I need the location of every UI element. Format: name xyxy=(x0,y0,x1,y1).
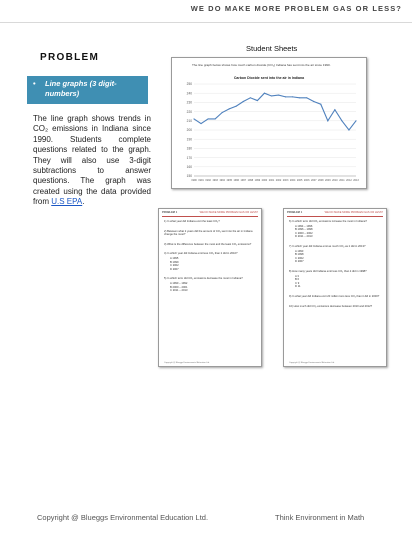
answer-option: D 11 xyxy=(295,285,301,289)
answer-option: C 2002 xyxy=(170,264,179,268)
worksheet-header xyxy=(162,211,258,217)
x-tick-label: 2011 xyxy=(339,179,345,182)
question xyxy=(289,245,381,264)
data-point xyxy=(215,118,216,119)
x-tick-label: 1995 xyxy=(226,179,232,182)
y-tick-label: 220 xyxy=(186,109,192,114)
footer-tagline: Think Environment in Math xyxy=(275,513,365,522)
x-tick-label: 1994 xyxy=(219,179,225,182)
data-point xyxy=(250,97,251,98)
answer-option: D 2007 xyxy=(295,260,304,264)
answer-option: C 9 xyxy=(295,281,300,285)
x-tick-label: 2008 xyxy=(318,179,324,182)
worksheet-page-1 xyxy=(158,208,262,367)
question-text: 1) In what year did Indiana emit the least CO₂? xyxy=(164,220,220,223)
worksheet-footer: Copyright @ Blueggs Environmental Education Ltd. xyxy=(289,362,335,364)
answer-option: C 2011 – 2013 xyxy=(170,289,188,293)
answer-options xyxy=(295,250,381,264)
question-text: 6) In which term did CO₂ emissions increase the most in Indiana? xyxy=(289,220,367,223)
epa-link[interactable]: U.S EPA xyxy=(51,197,83,207)
y-tick-label: 210 xyxy=(186,119,192,123)
answer-option: A 1994 – 1996 xyxy=(295,224,313,228)
y-tick-label: 150 xyxy=(186,174,192,179)
answer-option: B 2000 – 2001 xyxy=(170,285,188,289)
question xyxy=(164,277,256,292)
worksheet-header xyxy=(287,211,383,217)
data-point xyxy=(313,101,314,102)
question-text: 5) In which term did CO₂ emissions decrease the most in Indiana? xyxy=(164,277,243,281)
footer-copyright: Copyright @ Blueggs Environmental Education Ltd. xyxy=(37,513,209,522)
answer-option: A 1993 xyxy=(295,249,304,253)
question-text: 10) How much did CO₂ emissions decrease between 2010 and 2012? xyxy=(289,304,373,308)
answer-option: B 1999 xyxy=(170,260,179,264)
header-title: WE DO MAKE MORE PROBLEM GAS OR LESS? xyxy=(190,4,402,13)
x-tick-label: 1992 xyxy=(205,179,211,182)
answer-option: D 2007 xyxy=(170,267,179,271)
x-tick-label: 2001 xyxy=(268,179,275,182)
question-text: 2) Between what 2 years did the amount of CO₂ sent into the air in Indiana change the most? xyxy=(164,229,253,237)
description xyxy=(33,114,151,208)
worksheet-label: PROBLEM 1 xyxy=(162,211,178,214)
question xyxy=(289,220,381,239)
data-point xyxy=(243,101,244,102)
worksheet-footer: Copyright @ Blueggs Environmental Education Ltd. xyxy=(164,362,210,364)
y-tick-label: 240 xyxy=(186,91,192,96)
answer-option: A 1995 xyxy=(170,256,179,260)
student-sheets-heading: Student Sheets xyxy=(246,44,298,53)
y-tick-label: 160 xyxy=(186,165,192,169)
data-point xyxy=(292,96,293,97)
answer-option: A 1990 – 1992 xyxy=(170,281,188,285)
answer-options xyxy=(170,257,256,271)
question xyxy=(289,305,381,309)
answer-option: B 1998 xyxy=(295,253,304,257)
data-point xyxy=(222,112,223,113)
data-point xyxy=(236,105,237,106)
x-tick-label: 2004 xyxy=(289,179,296,182)
x-tick-label: 2012 xyxy=(346,179,352,182)
chart-title: Carbon Dioxide sent into the air in Indiana xyxy=(233,76,305,80)
graph-caption: The line graph below shows how much carbon dioxide (CO₂) Indiana has sent into the air since 1990. xyxy=(192,63,331,67)
bullet-icon: • xyxy=(33,79,36,88)
data-point xyxy=(193,118,194,119)
data-point xyxy=(207,118,208,119)
y-tick-label: 190 xyxy=(186,137,192,142)
x-tick-label: 1997 xyxy=(240,179,247,182)
x-tick-label: 1996 xyxy=(233,179,240,182)
x-tick-label: 2002 xyxy=(275,179,282,182)
x-tick-label: 2013 xyxy=(353,179,359,182)
question xyxy=(289,295,381,299)
x-tick-label: 2010 xyxy=(332,179,338,182)
data-point xyxy=(334,109,335,110)
question-text: 7) In which year did Indiana emit as much CO₂ as it did in 2013? xyxy=(289,244,366,248)
y-tick-label: 200 xyxy=(186,128,192,133)
worksheet-questions xyxy=(289,220,381,314)
section-title: PROBLEM xyxy=(40,52,100,63)
answer-option: B 6 xyxy=(295,278,300,282)
y-tick-label: 230 xyxy=(186,100,192,105)
data-point xyxy=(348,129,349,130)
question-text: 8) How many years did Indiana emit less CO₂ than it did in 1998? xyxy=(289,269,367,273)
answer-option: C 2000 – 2002 xyxy=(295,231,313,235)
y-tick-label: 250 xyxy=(186,82,192,87)
data-point xyxy=(285,96,286,97)
co2-line-chart xyxy=(172,58,366,188)
data-point xyxy=(320,104,321,105)
x-tick-label: 2006 xyxy=(303,179,310,182)
data-point xyxy=(264,93,265,94)
description-text: The line graph shows trends in CO₂ emissions in Indiana since 1990. Students complete questions related to the graph. They will also use 3-digit subtractions to answer questions. The graph was created using the data provided from xyxy=(33,114,151,207)
x-tick-label: 1991 xyxy=(198,179,204,182)
question-text: 9) In what year did Indiana emit 20 million tons less CO₂ than it did in 2000? xyxy=(289,294,380,298)
worksheet-page-2 xyxy=(283,208,387,367)
answer-options xyxy=(295,225,381,239)
x-tick-label: 1990 xyxy=(191,179,197,182)
data-point xyxy=(341,120,342,121)
question xyxy=(289,270,381,289)
x-tick-label: 2009 xyxy=(325,179,331,182)
data-point xyxy=(257,100,258,101)
data-point xyxy=(271,95,272,96)
data-point xyxy=(200,123,201,124)
x-tick-label: 2003 xyxy=(282,179,289,182)
data-point xyxy=(306,97,307,98)
answer-option: B 1996 – 1998 xyxy=(295,228,313,232)
worksheet-topic: WE DO MAKE MORE PROBLEM GAS OR LESS? xyxy=(199,211,258,214)
question xyxy=(164,243,256,247)
worksheet-topic: WE DO MAKE MORE PROBLEM GAS OR LESS? xyxy=(324,211,383,214)
answer-options xyxy=(170,282,256,293)
data-point xyxy=(327,120,328,121)
x-tick-label: 1999 xyxy=(254,179,261,182)
callout-text: Line graphs (3 digit-numbers) xyxy=(45,79,117,98)
answer-options xyxy=(295,275,381,289)
header-bar xyxy=(0,0,412,23)
answer-option: D 2011 – 2013 xyxy=(295,235,313,239)
topic-callout xyxy=(27,76,148,104)
x-tick-label: 2000 xyxy=(261,179,268,182)
answer-option: C 2002 xyxy=(295,256,304,260)
worksheet-label: PROBLEM 1 xyxy=(287,211,303,214)
question-text: 4) In which year did Indiana emit less CO₂ than it did in 2010? xyxy=(164,252,238,256)
x-tick-label: 1998 xyxy=(247,179,254,182)
question xyxy=(164,220,256,224)
data-point xyxy=(355,120,356,121)
y-tick-label: 170 xyxy=(186,155,192,160)
worksheet-questions xyxy=(164,220,256,299)
question xyxy=(164,252,256,271)
answer-option: A 3 xyxy=(295,274,299,278)
question xyxy=(164,230,256,237)
x-tick-label: 1993 xyxy=(212,179,218,182)
y-tick-label: 180 xyxy=(186,146,192,151)
data-point xyxy=(299,97,300,98)
data-point xyxy=(278,94,279,95)
description-end: . xyxy=(82,197,85,207)
data-point xyxy=(229,108,230,109)
graph-sheet xyxy=(171,57,367,189)
question-text: 3) What is the difference between the most and the least CO₂ emissions? xyxy=(164,242,252,246)
x-tick-label: 2007 xyxy=(310,179,317,182)
x-tick-label: 2005 xyxy=(296,179,303,182)
